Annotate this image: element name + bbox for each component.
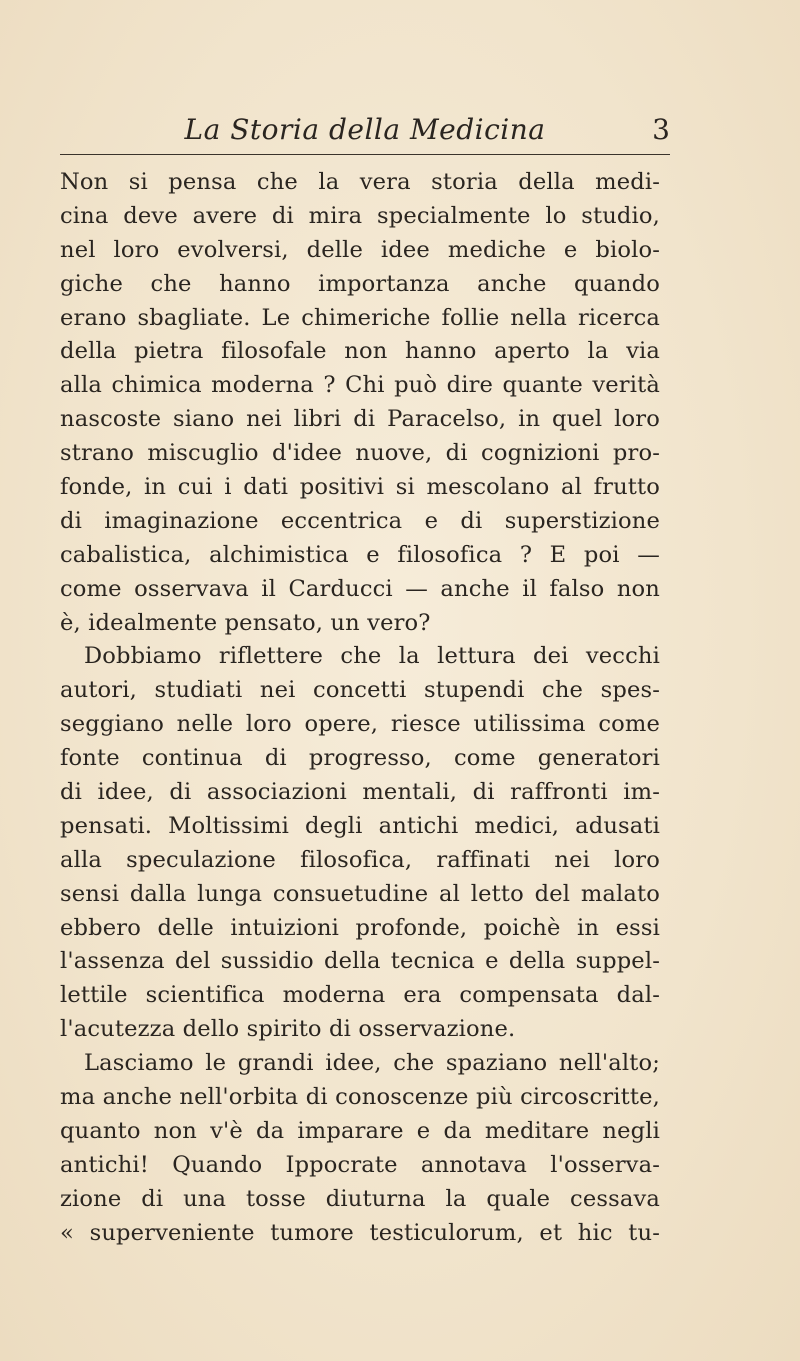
text-line: zione di una tosse diuturna la quale cessava xyxy=(60,1185,660,1212)
text-line: erano sbagliate. Le chimeriche follie nella ricerca xyxy=(60,304,660,331)
text-line: l'assenza del sussidio della tecnica e della suppel- xyxy=(60,948,660,975)
body-text xyxy=(60,166,660,1251)
text-line: lettile scientifica moderna era compensata dal- xyxy=(60,982,660,1009)
text-line: fonde, in cui i dati positivi si mescolano al frutto xyxy=(60,474,660,501)
text-line: autori, studiati nei concetti stupendi che spes- xyxy=(60,677,660,704)
text-line: Non si pensa che la vera storia della medi- xyxy=(60,169,660,195)
text-line: di imaginazione eccentrica e di superstizione xyxy=(60,507,660,534)
text-line: sensi dalla lunga consuetudine al letto del malato xyxy=(60,880,660,907)
text-line: fonte continua di progresso, come generatori xyxy=(60,745,660,772)
text-line: pensati. Moltissimi degli antichi medici, adusati xyxy=(60,812,660,839)
header-rule xyxy=(60,154,670,155)
text-line: l'acutezza dello spirito di osservazione. xyxy=(60,1016,516,1043)
text-line: giche che hanno importanza anche quando xyxy=(60,270,660,297)
text-line: della pietra filosofale non hanno aperto la via xyxy=(60,338,660,365)
text-line: strano miscuglio d'idee nuove, di cognizioni pro- xyxy=(60,440,660,467)
text-line: alla chimica moderna ? Chi può dire quante verità xyxy=(60,372,660,399)
text-line: antichi! Quando Ippocrate annotava l'osserva- xyxy=(60,1151,660,1178)
text-line: cabalistica, alchimistica e filosofica ? E poi — xyxy=(60,541,660,568)
page-number: 3 xyxy=(652,113,670,146)
text-line: nascoste siano nei libri di Paracelso, in quel loro xyxy=(60,406,660,433)
text-line: di idee, di associazioni mentali, di raffronti im- xyxy=(60,779,660,806)
text-line: come osservava il Carducci — anche il falso non xyxy=(60,575,660,602)
text-line: ebbero delle intuizioni profonde, poichè in essi xyxy=(60,914,660,941)
text-line: cina deve avere di mira specialmente lo studio, xyxy=(60,202,660,229)
text-line: è, idealmente pensato, un vero? xyxy=(60,609,431,636)
text-line: alla speculazione filosofica, raffinati nei loro xyxy=(60,846,660,873)
text-line: Dobbiamo riflettere che la lettura dei vecchi xyxy=(84,643,660,670)
text-line: seggiano nelle loro opere, riesce utilissima come xyxy=(60,711,660,738)
running-title: La Storia della Medicina xyxy=(184,113,546,146)
text-line: nel loro evolversi, delle idee mediche e biolo- xyxy=(60,236,660,263)
text-line: quanto non v'è da imparare e da meditare negli xyxy=(60,1117,660,1144)
text-line: Lasciamo le grandi idee, che spaziano nell'alto; xyxy=(84,1050,660,1077)
page-header xyxy=(60,106,670,154)
text-line: ma anche nell'orbita di conoscenze più circoscritte, xyxy=(60,1084,660,1111)
text-line: « superveniente tumore testiculorum, et hic tu- xyxy=(60,1219,660,1246)
